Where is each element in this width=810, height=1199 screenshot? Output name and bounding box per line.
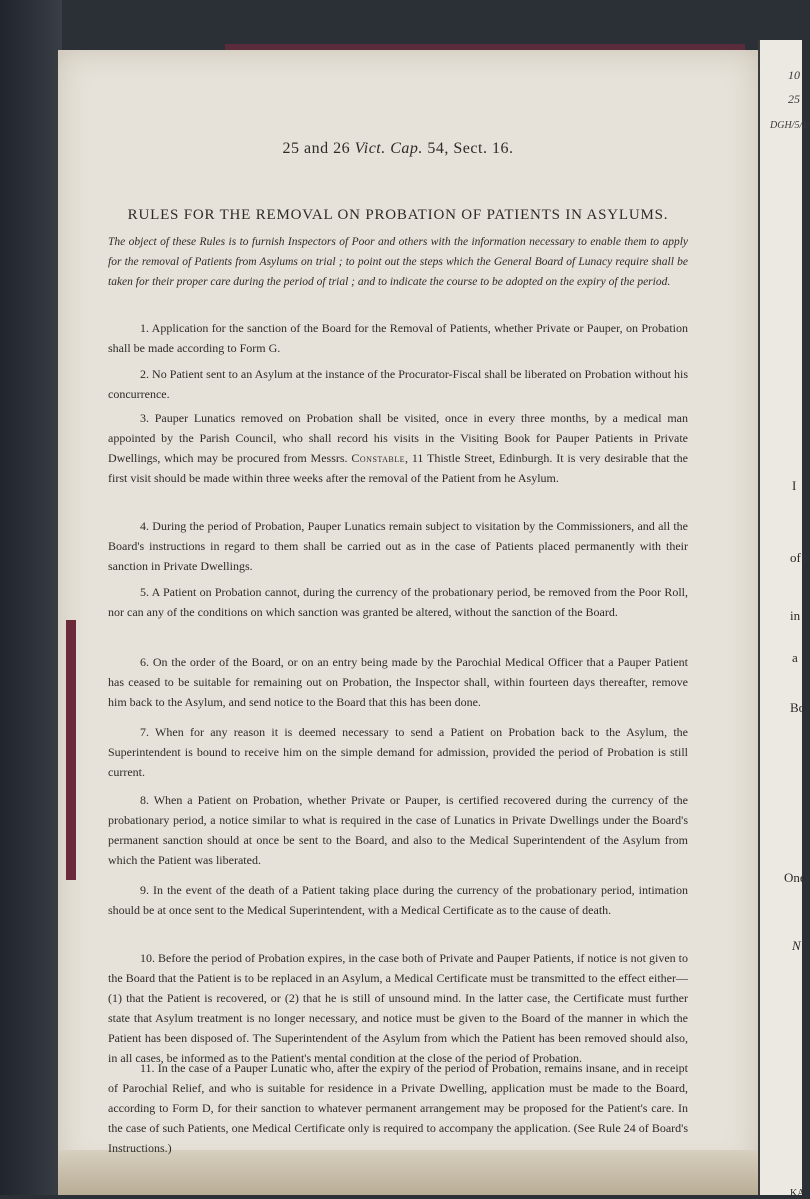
act-reference-part: Vict. Cap. <box>354 140 423 157</box>
rule-paragraph: 10. Before the period of Probation expires, in the case both of Private and Pauper Patients, if notice is not given to the Board that the Patient is to be replaced in an Asylum, a Medical Certificate must be transmitted to the effect either—(1) that the Patient is recovered, or (2) that he is still of unsound mind. In the latter case, the Certificate must further state that Asylum treatment is no longer necessary, and notice must be given to the Board of the manner in which the Patient has been disposed of. The Superintendent of the Asylum from which the Patient has been removed should also, in all cases, be informed as to the Patient's mental condition at the close of the period of Probation. <box>108 951 688 1065</box>
rule-paragraph: 1. Application for the sanction of the Board for the Removal of Patients, whether Private or Pauper, on Probation shall be made according to Form G. <box>108 321 688 355</box>
rule-paragraph: 2. No Patient sent to an Asylum at the instance of the Procurator-Fiscal shall be liberated on Probation without his concurrence. <box>108 367 688 401</box>
facing-text: in <box>790 608 801 623</box>
facing-text: N <box>792 938 801 953</box>
document-title: RULES FOR THE REMOVAL ON PROBATION OF PATIENTS IN ASYLUMS. <box>127 207 669 223</box>
rule-paragraph: 9. In the event of the death of a Patient taking place during the currency of the probationary period, intimation should be at once sent to the Medical Superintendent, with a Medical Certificate as to the cause of death. <box>108 883 688 917</box>
rule-paragraph: 7. When for any reason it is deemed necessary to send a Patient on Probation back to the Asylum, the Superintendent is bound to receive him on the simple demand for admission, provided the period of Probation is still current. <box>108 725 688 779</box>
rule-text: , 11 Thistle Street, Edinburgh. It is very desirable that the first visit should be made within three weeks after the removal of the Patient from he Asylum. <box>108 451 688 485</box>
rule-paragraph: 4. During the period of Probation, Pauper Lunatics remain subject to visitation by the Commissioners, and all the Board's instructions in regard to them shall be carried out as in the case of Patients placed permanently with their sanction in Private Dwellings. <box>108 519 688 573</box>
pencil-note: 10 <box>788 68 800 82</box>
facing-text: of <box>790 550 801 565</box>
rule-paragraph: 11. In the case of a Pauper Lunatic who, after the expiry of the period of Probation, remains insane, and in receipt of Parochial Relief, and who is suitable for residence in a Private Dwelling, application must be made to the Board, according to Form D, for their sanction to whatever permanent arrangement may be proposed for the Patient's care. In the case of such Patients, one Medical Certificate only is required to accompany the application. (See Rule 24 of Board's Instructions.) <box>108 1061 688 1155</box>
rule-paragraph: 8. When a Patient on Probation, whether Private or Pauper, is certified recovered during the currency of the probationary period, a notice similar to what is required in the case of Lunatics in Private Dwellings under the Board's permanent sanction should at once be sent to the Board, and also to the Medical Superintendent of the Asylum from which the Patient was liberated. <box>108 793 688 867</box>
intro-paragraph: The object of these Rules is to furnish Inspectors of Poor and others with the information necessary to enable them to apply for the removal of Patients from Asylums on trial ; to point out the steps which the General Board of Lunacy require shall be taken for their proper care during the period of trial ; and to indicate the course to be adopted on the expiry of the period. <box>108 236 688 288</box>
pencil-note: DGH/5/1/ <box>770 120 810 131</box>
facing-text: One <box>784 870 806 885</box>
binding-ribbon-side <box>66 620 76 880</box>
pencil-note: 25 <box>788 92 800 106</box>
rule-paragraph: 5. A Patient on Probation cannot, during the currency of the probationary period, be removed from the Poor Roll, nor can any of the conditions on which sanction was granted be altered, without the sanction of the Board. <box>108 585 688 619</box>
facing-text: I <box>792 478 797 493</box>
facing-text: Bo <box>790 700 806 715</box>
facing-page <box>758 40 810 1199</box>
rule-text: 3. Pauper Lunatics removed on Probation shall be visited, once in every three months, by a medical man appointed by the Parish Council, who shall record his visits in the Visiting Book for Pauper Patients in Private Dwellings, which may be procured from Messrs. <box>108 411 688 465</box>
rule-paragraph: 6. On the order of the Board, or on an entry being made by the Parochial Medical Officer that a Pauper Patient has ceased to be suitable for remaining out on Probation, the Inspector shall, within fourteen days thereafter, remove him back to the Asylum, and send notice to the Board that this has been done. <box>108 655 688 709</box>
facing-text: a <box>792 650 798 665</box>
rule-paragraph <box>108 408 688 488</box>
act-reference <box>108 140 688 158</box>
facing-text: KA <box>790 1188 805 1199</box>
act-reference-part: 54, Sect. 16. <box>427 140 514 157</box>
publisher-name: Constable <box>351 451 406 465</box>
book-binding <box>0 0 62 1195</box>
act-reference-part: 25 and 26 <box>282 140 351 157</box>
